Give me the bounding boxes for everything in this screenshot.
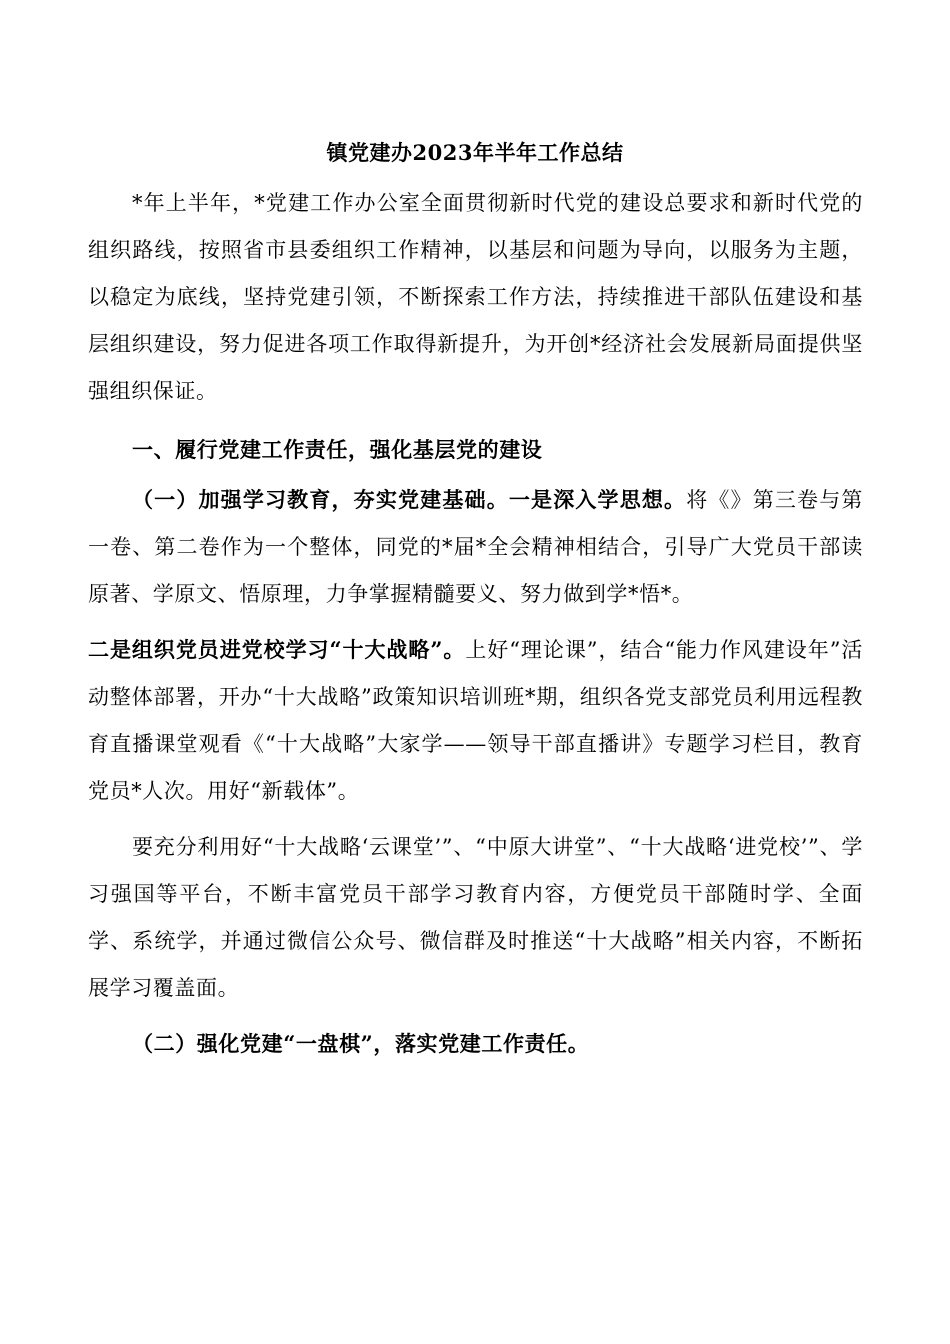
- subsection-1-body: 将《》第三卷与第一卷、第二卷作为一个整体，同党的*届*全会精神相结合，引导广大党员干部读原著、学原文、悟原理，力争掌握精髓要义、努力做到学*悟*。: [88, 488, 863, 606]
- paragraph-platforms: 要充分利用好“十大战略‘云课堂’”、“中原大讲堂”、“十大战略‘进党校’”、学习强国等平台，不断丰富党员干部学习教育内容，方便党员干部随时学、全面学、系统学，并通过微信公众号、微信群及时推送“十大战略”相关内容，不断拓展学习覆盖面。: [88, 835, 863, 1000]
- subsection-1-lead: （一）加强学习教育，夯实党建基础。一是深入学思想。: [132, 487, 687, 512]
- paragraph-study-strategy-body: 上好“理论课”，结合“能力作风建设年”活动整体部署，开办“十大战略”政策知识培训班*期，组织各党支部党员利用远程教育直播课堂观看《“十大战略”大家学——领导干部直播讲》专题学习栏目，教育党员*人次。用好“新载体”。: [88, 638, 863, 803]
- subsection-1-paragraph: [88, 476, 863, 618]
- subsection-heading-2: （二）强化党建“一盘棋”，落实党建工作责任。: [132, 1031, 590, 1056]
- paragraph-study-strategy: [88, 626, 863, 815]
- section-heading-1: 一、履行党建工作责任，强化基层党的建设: [132, 437, 543, 462]
- paragraph-study-strategy-lead: 二是组织党员进党校学习“十大战略”。: [88, 637, 466, 662]
- document-title: 镇党建办2023年半年工作总结: [326, 140, 624, 165]
- intro-paragraph: *年上半年，*党建工作办公室全面贯彻新时代党的建设总要求和新时代党的组织路线，按照省市县委组织工作精神，以基层和问题为导向，以服务为主题，以稳定为底线，坚持党建引领，不断探索工作方法，持续推进干部队伍建设和基层组织建设，努力促进各项工作取得新提升，为开创*经济社会发展新局面提供坚强组织保证。: [88, 191, 863, 403]
